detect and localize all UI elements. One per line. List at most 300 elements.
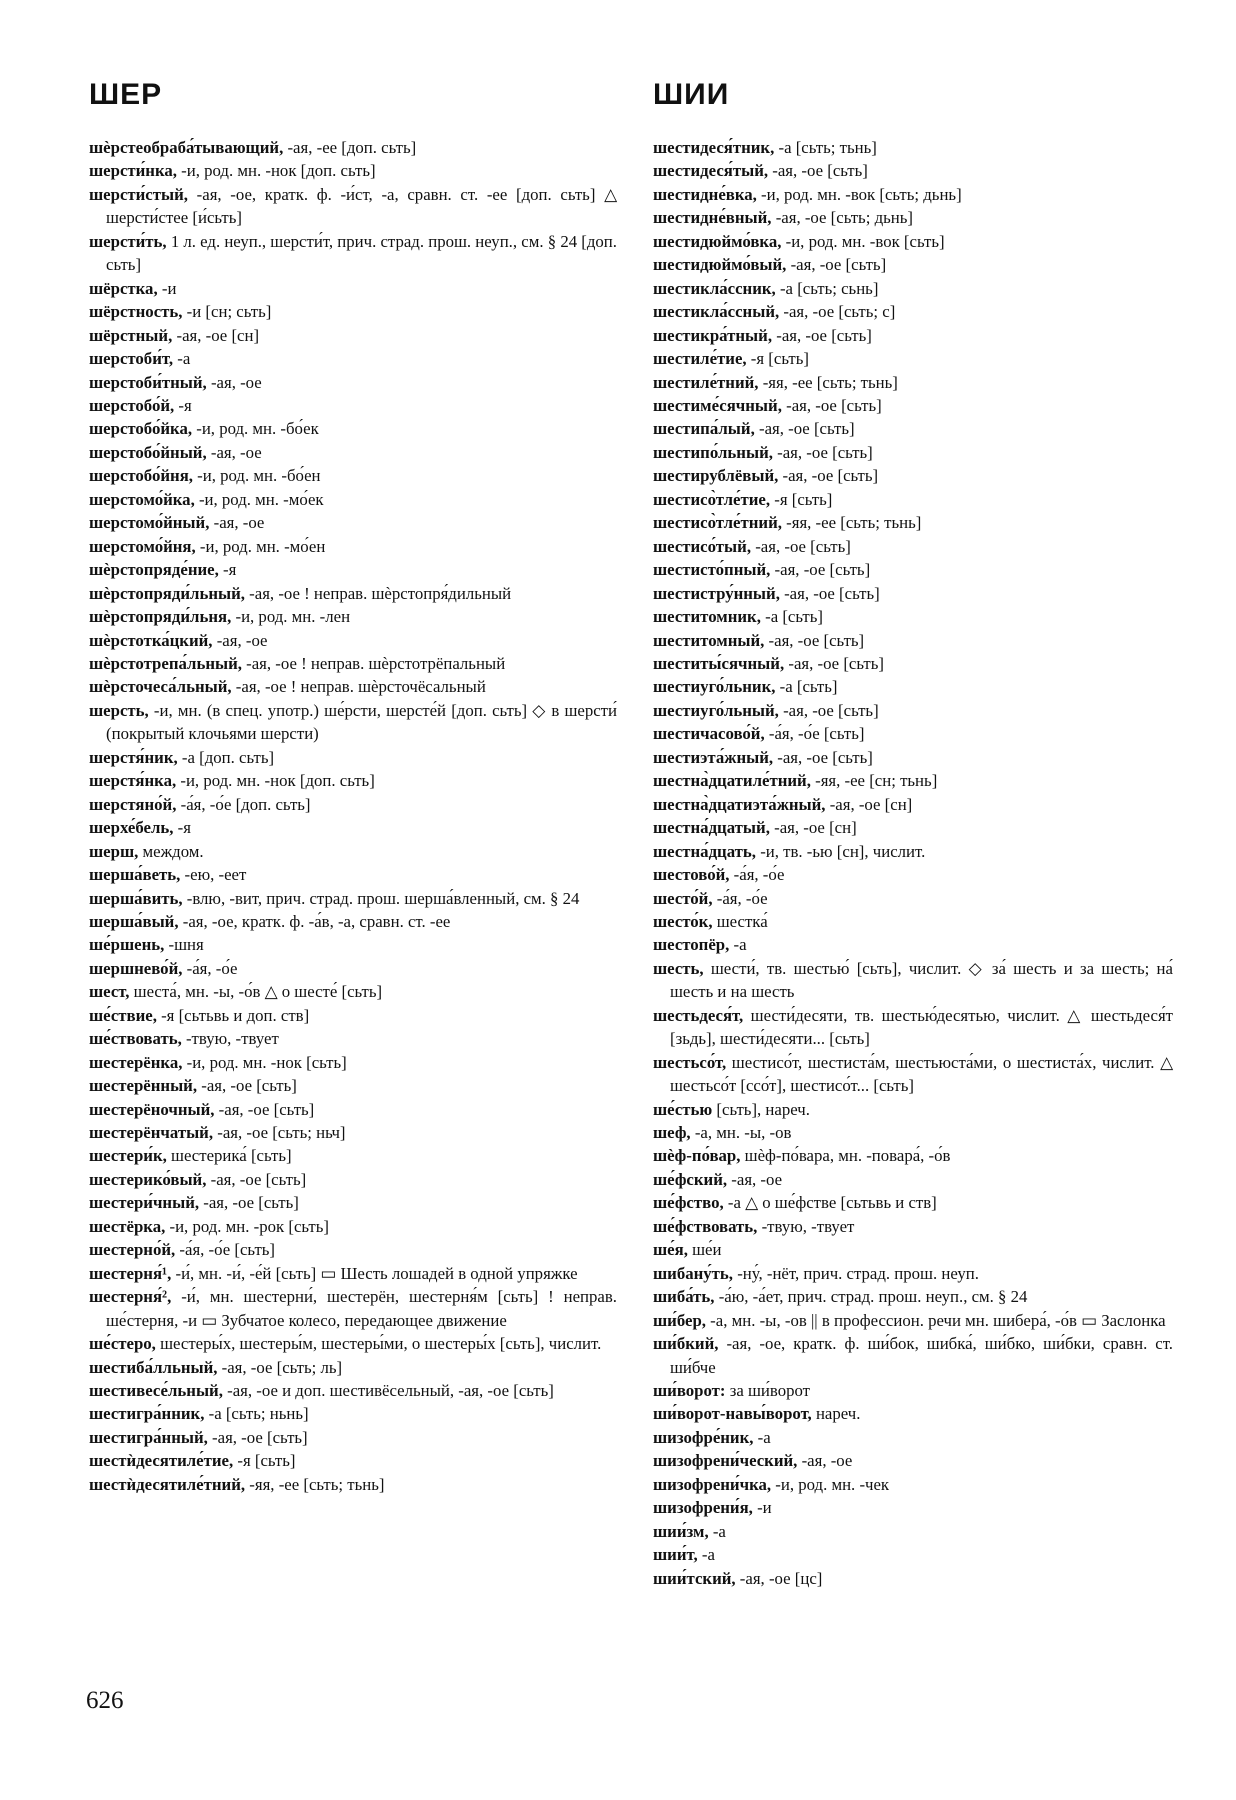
- page-number: 626: [86, 1687, 124, 1714]
- entry-headword: шестидюймо́вка,: [653, 231, 782, 251]
- entry-headword: шерстомо́йня,: [89, 536, 196, 556]
- entry-definition: -а́я, -о́е [сьть]: [175, 1240, 276, 1260]
- entry-definition: -ая, -ое: [727, 1169, 783, 1189]
- dictionary-entry: [653, 1402, 1173, 1425]
- entry-definition: -я [сьть]: [233, 1451, 296, 1471]
- entry-headword: шестигра́нник,: [89, 1404, 205, 1424]
- dictionary-entry: [653, 816, 1173, 839]
- dictionary-entry: [653, 1121, 1173, 1144]
- entry-headword: шеф,: [653, 1123, 691, 1143]
- entry-headword: шестиле́тний,: [653, 372, 759, 392]
- entry-headword: шестистру́нный,: [653, 583, 780, 603]
- dictionary-entry: [89, 1238, 617, 1261]
- entry-headword: ше́фствовать,: [653, 1216, 758, 1236]
- dictionary-entry: [653, 230, 1173, 253]
- entry-headword: шизофре́ник,: [653, 1427, 754, 1447]
- entry-definition: -ая, -ое [сьть; ньч]: [213, 1123, 346, 1143]
- entry-headword: шестери́к,: [89, 1146, 167, 1166]
- entry-definition: -а́я, -о́е: [712, 888, 768, 908]
- entry-headword: шестьсо́т,: [653, 1052, 727, 1072]
- dictionary-entry: [653, 793, 1173, 816]
- entry-headword: шестѝдесятиле́тний,: [89, 1474, 246, 1494]
- dictionary-entry: [89, 1121, 617, 1144]
- entry-definition: -ая, -ое [сьть; дьнь]: [771, 208, 913, 228]
- entry-headword: ше́стеро,: [89, 1334, 156, 1354]
- entry-definition: -я [сьть]: [770, 489, 833, 509]
- entry-headword: шестикла́ссный,: [653, 302, 780, 322]
- entry-definition: шестеры́х, шестеры́м, шестеры́ми, о шестеры́х [сьть], числит.: [155, 1334, 602, 1354]
- entry-headword: шестидеся́тник,: [653, 138, 775, 157]
- entry-definition: -яя, -ее [сьть; тьнь]: [758, 372, 898, 392]
- entry-headword: шестигра́нный,: [89, 1427, 208, 1447]
- entry-headword: шесть,: [653, 958, 704, 978]
- dictionary-entry: [653, 957, 1173, 1004]
- entry-definition: междом.: [138, 841, 204, 861]
- dictionary-entry: [89, 746, 617, 769]
- dictionary-entry: [89, 582, 617, 605]
- dictionary-entry: [653, 488, 1173, 511]
- dictionary-entry: [653, 300, 1173, 323]
- entry-definition: -ая, -ое [сьть]: [778, 466, 879, 486]
- entry-headword: шерсть,: [89, 700, 149, 720]
- dictionary-entry: [89, 605, 617, 628]
- entry-headword: ше́стью: [653, 1099, 713, 1119]
- dictionary-entry: [89, 1074, 617, 1097]
- entry-definition: -я: [218, 560, 237, 580]
- entry-headword: шестидне́вный,: [653, 208, 772, 228]
- entry-definition: шести́десяти, тв. шестью́десятью, числит. △ шестьдеся́т [зьдь], шести́десяти... [сьть]: [670, 1005, 1173, 1049]
- entry-definition: -и, род. мн. -нок [доп. сьть]: [176, 771, 375, 791]
- entry-definition: -и, род. мн. -мо́ен: [195, 536, 326, 556]
- entry-headword: шестиба́лльный,: [89, 1357, 218, 1377]
- dictionary-entry: [653, 1285, 1173, 1308]
- dictionary-entry: [653, 863, 1173, 886]
- entry-definition: -ая, -ое [сьть]: [772, 325, 872, 345]
- entry-definition: -ею, -еет: [180, 865, 247, 885]
- dictionary-entry: [653, 1473, 1173, 1496]
- entry-headword: шестиуго́льник,: [653, 677, 776, 697]
- entry-definition: -ая, -ое ! неправ. шѐрстопря́дильный: [244, 583, 512, 603]
- entry-definition: [сьть], нареч.: [712, 1099, 810, 1119]
- entry-headword: шестиэта́жный,: [653, 747, 774, 767]
- dictionary-entry: [89, 1402, 617, 1425]
- entry-headword: шии́т,: [653, 1545, 698, 1565]
- dictionary-entry: [653, 722, 1173, 745]
- entry-headword: ши́ворот-навы́ворот,: [653, 1404, 812, 1424]
- entry-headword: шибану́ть,: [653, 1263, 733, 1283]
- entry-headword: шерстомо́йный,: [89, 513, 210, 533]
- entry-definition: -ая, -ое [цс]: [735, 1568, 823, 1588]
- dictionary-entry: [89, 230, 617, 277]
- entry-headword: шии́тский,: [653, 1568, 736, 1588]
- entry-definition: шестка́: [712, 911, 768, 931]
- entry-definition: -яя, -ее [сн; тьнь]: [810, 771, 938, 791]
- dictionary-entry: [89, 1332, 617, 1355]
- entry-headword: шерстобо́йня,: [89, 466, 193, 486]
- dictionary-entry: [89, 980, 617, 1003]
- entry-headword: шеститы́сячный,: [653, 653, 785, 673]
- entry-headword: ши́бкий,: [653, 1334, 719, 1354]
- entry-headword: шест,: [89, 982, 130, 1002]
- entry-headword: шесто́к,: [653, 911, 713, 931]
- right-column: [653, 136, 1173, 1590]
- entry-definition: шестерика́ [сьть]: [166, 1146, 292, 1166]
- entry-headword: шѐрстопряди́льня,: [89, 607, 232, 627]
- entry-headword: шѐф-по́вар,: [653, 1146, 741, 1166]
- entry-definition: -ая, -ое: [209, 513, 265, 533]
- entry-headword: ши́ворот:: [653, 1381, 726, 1401]
- entry-headword: шестисо̀тле́тие,: [653, 489, 771, 509]
- dictionary-entry: [653, 371, 1173, 394]
- entry-definition: -и́, мн. шестерни́, шестерён, шестерня́м [сьть] ! неправ. ше́стерня, -и ▭ Зубчатое колесо, передающее движение: [106, 1287, 617, 1330]
- entry-definition: -ая, -ое [сн]: [825, 794, 913, 814]
- entry-headword: шестна̀дцатиле́тний,: [653, 771, 811, 791]
- entry-definition: -ая, -ое [сьть]: [773, 747, 873, 767]
- entry-definition: -ая, -ое [сьть]: [199, 1193, 299, 1213]
- dictionary-entry: [89, 629, 617, 652]
- entry-definition: -а, мн. -ы, -ов: [690, 1123, 792, 1143]
- entry-definition: -и [сн; сьть]: [182, 302, 272, 322]
- dictionary-entry: [653, 1332, 1173, 1379]
- entry-definition: -а́я, -о́е: [729, 865, 785, 885]
- entry-headword: шестерня́²,: [89, 1287, 172, 1307]
- entry-headword: шерстобо́й,: [89, 395, 175, 415]
- entry-definition: -а [сьть; тьнь]: [774, 138, 877, 157]
- entry-headword: шестидне́вка,: [653, 184, 757, 204]
- entry-definition: -ая, -ое [сьть]: [206, 1169, 307, 1189]
- entry-definition: -а △ о ше́фстве [сьтьвь и ств]: [723, 1193, 937, 1213]
- entry-definition: -яя, -ее [сьть; тьнь]: [781, 513, 922, 533]
- entry-definition: шести́, тв. шестью́ [сьть], числит. ◇ за́ шесть и за шесть; на́ шесть и на шесть: [670, 958, 1173, 1002]
- dictionary-entry: [653, 324, 1173, 347]
- dictionary-entry: [89, 699, 617, 746]
- dictionary-entry: [89, 1426, 617, 1449]
- entry-headword: шизофрени́чка,: [653, 1474, 772, 1494]
- entry-headword: шестиле́тие,: [653, 349, 747, 369]
- entry-headword: шестьдеся́т,: [653, 1005, 744, 1025]
- entry-headword: ше́ствие,: [89, 1005, 157, 1025]
- entry-headword: шеститомник,: [653, 607, 761, 627]
- dictionary-entry: [89, 183, 617, 230]
- dictionary-entry: [89, 464, 617, 487]
- entry-headword: шѐрстотка́цкий,: [89, 630, 213, 650]
- dictionary-entry: [653, 629, 1173, 652]
- entry-headword: ше́ствовать,: [89, 1029, 182, 1049]
- entry-definition: -и: [157, 278, 177, 298]
- entry-headword: шѐрстопряде́ние,: [89, 560, 219, 580]
- entry-headword: шерстоби́т,: [89, 349, 174, 369]
- dictionary-entry: [89, 417, 617, 440]
- entry-definition: -и, род. мн. -чек: [771, 1474, 890, 1494]
- dictionary-entry: [653, 887, 1173, 910]
- entry-definition: -и, мн. (в спец. употр.) ше́рсти, шерсте́й [доп. сьть] ◇ в шерсти́ (покрытый клочьями шерсти): [106, 700, 617, 744]
- entry-definition: -ая, -ое [сьть]: [770, 560, 871, 580]
- entry-headword: ше́фство,: [653, 1193, 724, 1213]
- dictionary-entry: [653, 535, 1173, 558]
- dictionary-entry: [653, 253, 1173, 276]
- entry-definition: -а́я, -о́е [доп. сьть]: [176, 794, 311, 814]
- entry-definition: -а [сьть]: [775, 677, 838, 697]
- dictionary-entry: [653, 1543, 1173, 1566]
- dictionary-entry: [89, 1168, 617, 1191]
- dictionary-entry: [89, 535, 617, 558]
- dictionary-entry: [653, 1168, 1173, 1191]
- dictionary-entry: [653, 933, 1173, 956]
- entry-definition: -ая, -ое, кратк. ф. -и́ст, -а, сравн. ст. -ее [доп. сьть] △ шерсти́стее [и́сьть]: [106, 184, 617, 228]
- entry-headword: шерхе́бель,: [89, 818, 174, 838]
- dictionary-entry: [653, 1379, 1173, 1402]
- dictionary-entry: [89, 511, 617, 534]
- dictionary-entry: [653, 840, 1173, 863]
- entry-headword: шерша́веть,: [89, 865, 181, 885]
- dictionary-entry: [653, 1520, 1173, 1543]
- entry-definition: -ая, -ое [сьть]: [754, 419, 855, 439]
- entry-headword: шёрстный,: [89, 325, 173, 345]
- dictionary-entry: [653, 1004, 1173, 1051]
- dictionary-entry: [89, 887, 617, 910]
- entry-headword: шѐрстеобраба́тывающий,: [89, 138, 284, 157]
- entry-headword: шестисо̀тле́тний,: [653, 513, 782, 533]
- entry-definition: -ая, -ое: [212, 630, 268, 650]
- dictionary-entry: [89, 1098, 617, 1121]
- entry-headword: шестирублёвый,: [653, 466, 779, 486]
- dictionary-entry: [653, 769, 1173, 792]
- entry-definition: -и, род. мн. -вок [сьть]: [781, 231, 945, 251]
- entry-headword: шестѝдесятиле́тие,: [89, 1451, 234, 1471]
- dictionary-entry: [653, 652, 1173, 675]
- dictionary-entry: [89, 371, 617, 394]
- dictionary-entry: [89, 441, 617, 464]
- entry-headword: шестикла́ссник,: [653, 278, 776, 298]
- dictionary-entry: [89, 136, 617, 159]
- dictionary-entry: [89, 1379, 617, 1402]
- entry-headword: шиба́ть,: [653, 1287, 715, 1307]
- entry-definition: -ая, -ое [сьть]: [784, 653, 884, 673]
- entry-definition: -и, тв. -ью [сн], числит.: [756, 841, 926, 861]
- dictionary-entry: [89, 816, 617, 839]
- dictionary-entry: [89, 300, 617, 323]
- dictionary-entry: [653, 1238, 1173, 1261]
- entry-definition: -ая, -ое [сьть]: [779, 583, 880, 603]
- entry-definition: -и, род. мн. -бо́ек: [192, 419, 319, 439]
- entry-definition: -ая, -ое ! неправ. шѐрстотрёпальный: [241, 653, 506, 673]
- entry-definition: -ая, -ое [сьть; с]: [779, 302, 896, 322]
- dictionary-entry: [89, 488, 617, 511]
- entry-definition: -шня: [164, 935, 204, 955]
- entry-definition: -и, род. мн. -лен: [231, 607, 351, 627]
- entry-headword: шестипа́лый,: [653, 419, 755, 439]
- entry-headword: шѐрсточеса́льный,: [89, 677, 232, 697]
- dictionary-entry: [653, 1098, 1173, 1121]
- dictionary-entry: [89, 1191, 617, 1214]
- dictionary-entry: [89, 1027, 617, 1050]
- entry-headword: шёрстка,: [89, 278, 158, 298]
- dictionary-entry: [653, 183, 1173, 206]
- dictionary-entry: [89, 1004, 617, 1027]
- entry-definition: -влю, -вит, прич. страд. прош. шерша́вленный, см. § 24: [182, 888, 580, 908]
- entry-definition: -а: [708, 1521, 726, 1541]
- entry-definition: -ая, -ое [сьть]: [764, 630, 865, 650]
- dictionary-entry: [89, 1356, 617, 1379]
- entry-headword: шестивесе́льный,: [89, 1381, 223, 1401]
- entry-headword: шестисо́тый,: [653, 536, 752, 556]
- entry-definition: -яя, -ее [сьть; тьнь]: [245, 1474, 385, 1494]
- entry-definition: -ая, -ое, кратк. ф. -а́в, -а, сравн. ст. -ее: [178, 911, 451, 931]
- entry-definition: -твую, -твует: [757, 1216, 855, 1236]
- entry-headword: шии́зм,: [653, 1521, 709, 1541]
- entry-headword: шестисто́пный,: [653, 560, 771, 580]
- entry-headword: ше́ршень,: [89, 935, 165, 955]
- left-column: [89, 136, 617, 1496]
- dictionary-entry: [653, 511, 1173, 534]
- entry-headword: шестна́дцатый,: [653, 818, 770, 838]
- entry-definition: -а́я, -о́е [сьть]: [764, 724, 865, 744]
- dictionary-entry: [89, 1215, 617, 1238]
- dictionary-entry: [89, 863, 617, 886]
- entry-definition: -ая, -ое [сьть]: [778, 700, 879, 720]
- entry-definition: -а [сьть; сьнь]: [775, 278, 879, 298]
- entry-definition: -ая, -ое [сьть]: [781, 395, 882, 415]
- dictionary-entry: [89, 159, 617, 182]
- entry-headword: шестиме́сячный,: [653, 395, 782, 415]
- entry-headword: шестерико́вый,: [89, 1169, 207, 1189]
- entry-definition: -ая, -ое [сьть]: [207, 1427, 308, 1447]
- entry-definition: -и, род. мн. -нок [доп. сьть]: [176, 161, 376, 181]
- entry-headword: шестерно́й,: [89, 1240, 176, 1260]
- entry-headword: шестово́й,: [653, 865, 730, 885]
- dictionary-entry: [653, 1215, 1173, 1238]
- entry-headword: шерсти́стый,: [89, 184, 188, 204]
- entry-headword: ше́фский,: [653, 1169, 728, 1189]
- entry-headword: шерстя́ник,: [89, 747, 178, 767]
- entry-definition: -я [сьтьвь и доп. ств]: [156, 1005, 310, 1025]
- entry-headword: шѐрстотрепа́льный,: [89, 653, 242, 673]
- entry-definition: -а: [729, 935, 747, 955]
- dictionary-entry: [89, 1262, 617, 1285]
- entry-definition: -а [сьть; ньнь]: [204, 1404, 309, 1424]
- entry-headword: шесто́й,: [653, 888, 713, 908]
- entry-definition: -твую, -твует: [181, 1029, 279, 1049]
- entry-definition: -и, род. мн. -мо́ек: [194, 489, 324, 509]
- dictionary-entry: [89, 793, 617, 816]
- entry-headword: шерш,: [89, 841, 139, 861]
- entry-definition: -я: [174, 395, 192, 415]
- dictionary-entry: [653, 159, 1173, 182]
- entry-headword: шерсти́ть,: [89, 231, 167, 251]
- dictionary-entry: [89, 675, 617, 698]
- entry-headword: шестерёночный,: [89, 1099, 215, 1119]
- entry-definition: -ая, -ое [сн]: [172, 325, 260, 345]
- entry-headword: шершнево́й,: [89, 958, 183, 978]
- entry-definition: -ну́, -нёт, прич. страд. прош. неуп.: [733, 1263, 979, 1283]
- dictionary-entry: [89, 277, 617, 300]
- entry-headword: шерша́вый,: [89, 911, 179, 931]
- entry-headword: шестопёр,: [653, 935, 730, 955]
- dictionary-entry: [89, 1449, 617, 1472]
- running-header-left: ШЕР: [89, 78, 163, 111]
- entry-headword: шерстомо́йка,: [89, 489, 195, 509]
- entry-definition: -ая, -ое [сьть]: [786, 255, 887, 275]
- dictionary-entry: [653, 1262, 1173, 1285]
- entry-definition: -ая, -ое и доп. шестивёсельный, -ая, -ое [сьть]: [222, 1381, 554, 1401]
- entry-headword: шестикра́тный,: [653, 325, 773, 345]
- entry-definition: -а, мн. -ы, -ов || в профессион. речи мн. шибера́, -о́в ▭ Заслонка: [705, 1310, 1166, 1330]
- entry-headword: шерсти́нка,: [89, 161, 177, 181]
- dictionary-entry: [653, 699, 1173, 722]
- dictionary-entry: [653, 1496, 1173, 1519]
- entry-definition: -ая, -ое [сьть; ль]: [217, 1357, 343, 1377]
- entry-definition: ше́и: [687, 1240, 722, 1260]
- entry-definition: -ая, -ое, кратк. ф. ши́бок, шибка́, ши́бко, ши́бки, сравн. ст. ши́бче: [670, 1334, 1173, 1377]
- entry-definition: -и, род. мн. -бо́ен: [192, 466, 321, 486]
- entry-definition: -ая, -ое: [797, 1451, 853, 1471]
- entry-definition: -ая, -ое: [206, 442, 262, 462]
- entry-headword: шестна̀дцатиэта́жный,: [653, 794, 826, 814]
- entry-definition: -и, род. мн. -рок [сьть]: [165, 1216, 330, 1236]
- dictionary-entry: [653, 347, 1173, 370]
- entry-definition: -а́ю, -а́ет, прич. страд. прош. неуп., см. § 24: [714, 1287, 1028, 1307]
- dictionary-entry: [653, 1051, 1173, 1098]
- entry-headword: шестерёнка,: [89, 1052, 183, 1072]
- entry-definition: -а [доп. сьть]: [177, 747, 275, 767]
- entry-headword: шизофрени́ческий,: [653, 1451, 798, 1471]
- entry-headword: шѐрстопряди́льный,: [89, 583, 245, 603]
- dictionary-entry: [89, 1051, 617, 1074]
- entry-headword: шеститомный,: [653, 630, 765, 650]
- dictionary-entry: [89, 840, 617, 863]
- dictionary-entry: [653, 1426, 1173, 1449]
- dictionary-entry: [653, 1449, 1173, 1472]
- dictionary-entry: [653, 910, 1173, 933]
- entry-definition: -а́я, -о́е: [182, 958, 238, 978]
- entry-definition: -и́, мн. -и́, -е́й [сьть] ▭ Шесть лошадей в одной упряжке: [171, 1263, 578, 1283]
- entry-headword: шизофрени́я,: [653, 1498, 753, 1518]
- entry-definition: -а: [173, 349, 191, 369]
- entry-definition: -ая, -ое [сьть]: [751, 536, 851, 556]
- dictionary-entry: [653, 605, 1173, 628]
- entry-definition: за ши́ворот: [725, 1381, 810, 1401]
- entry-definition: -и: [752, 1498, 772, 1518]
- entry-headword: шерстобо́йка,: [89, 419, 193, 439]
- dictionary-entry: [653, 277, 1173, 300]
- dictionary-entry: [653, 1191, 1173, 1214]
- dictionary-entry: [653, 746, 1173, 769]
- entry-definition: нареч.: [811, 1404, 861, 1424]
- entry-definition: -а: [697, 1545, 715, 1565]
- dictionary-entry: [89, 324, 617, 347]
- entry-definition: -я [сьть]: [746, 349, 809, 369]
- dictionary-entry: [89, 957, 617, 980]
- entry-headword: шестери́чный,: [89, 1193, 200, 1213]
- entry-headword: шерстобо́йный,: [89, 442, 207, 462]
- entry-headword: шестерня́¹,: [89, 1263, 172, 1283]
- entry-headword: шестиуго́льный,: [653, 700, 779, 720]
- dictionary-entry: [89, 1473, 617, 1496]
- dictionary-entry: [653, 441, 1173, 464]
- entry-definition: 1 л. ед. неуп., шерсти́т, прич. страд. прош. неуп., см. § 24 [доп. сьть]: [106, 231, 617, 275]
- entry-headword: шестидеся́тый,: [653, 161, 769, 181]
- entry-headword: шестёрка,: [89, 1216, 166, 1236]
- entry-definition: -ая, -ое [сн]: [769, 818, 857, 838]
- entry-headword: шестерённый,: [89, 1076, 198, 1096]
- dictionary-entry: [89, 1144, 617, 1167]
- entry-headword: шерстоби́тный,: [89, 372, 207, 392]
- entry-definition: -и, род. мн. -вок [сьть; дьнь]: [756, 184, 962, 204]
- entry-definition: шѐф-по́вара, мн. -повара́, -о́в: [740, 1146, 951, 1166]
- dictionary-entry: [89, 933, 617, 956]
- entry-headword: ши́бер,: [653, 1310, 706, 1330]
- entry-definition: -ая, -ое: [206, 372, 262, 392]
